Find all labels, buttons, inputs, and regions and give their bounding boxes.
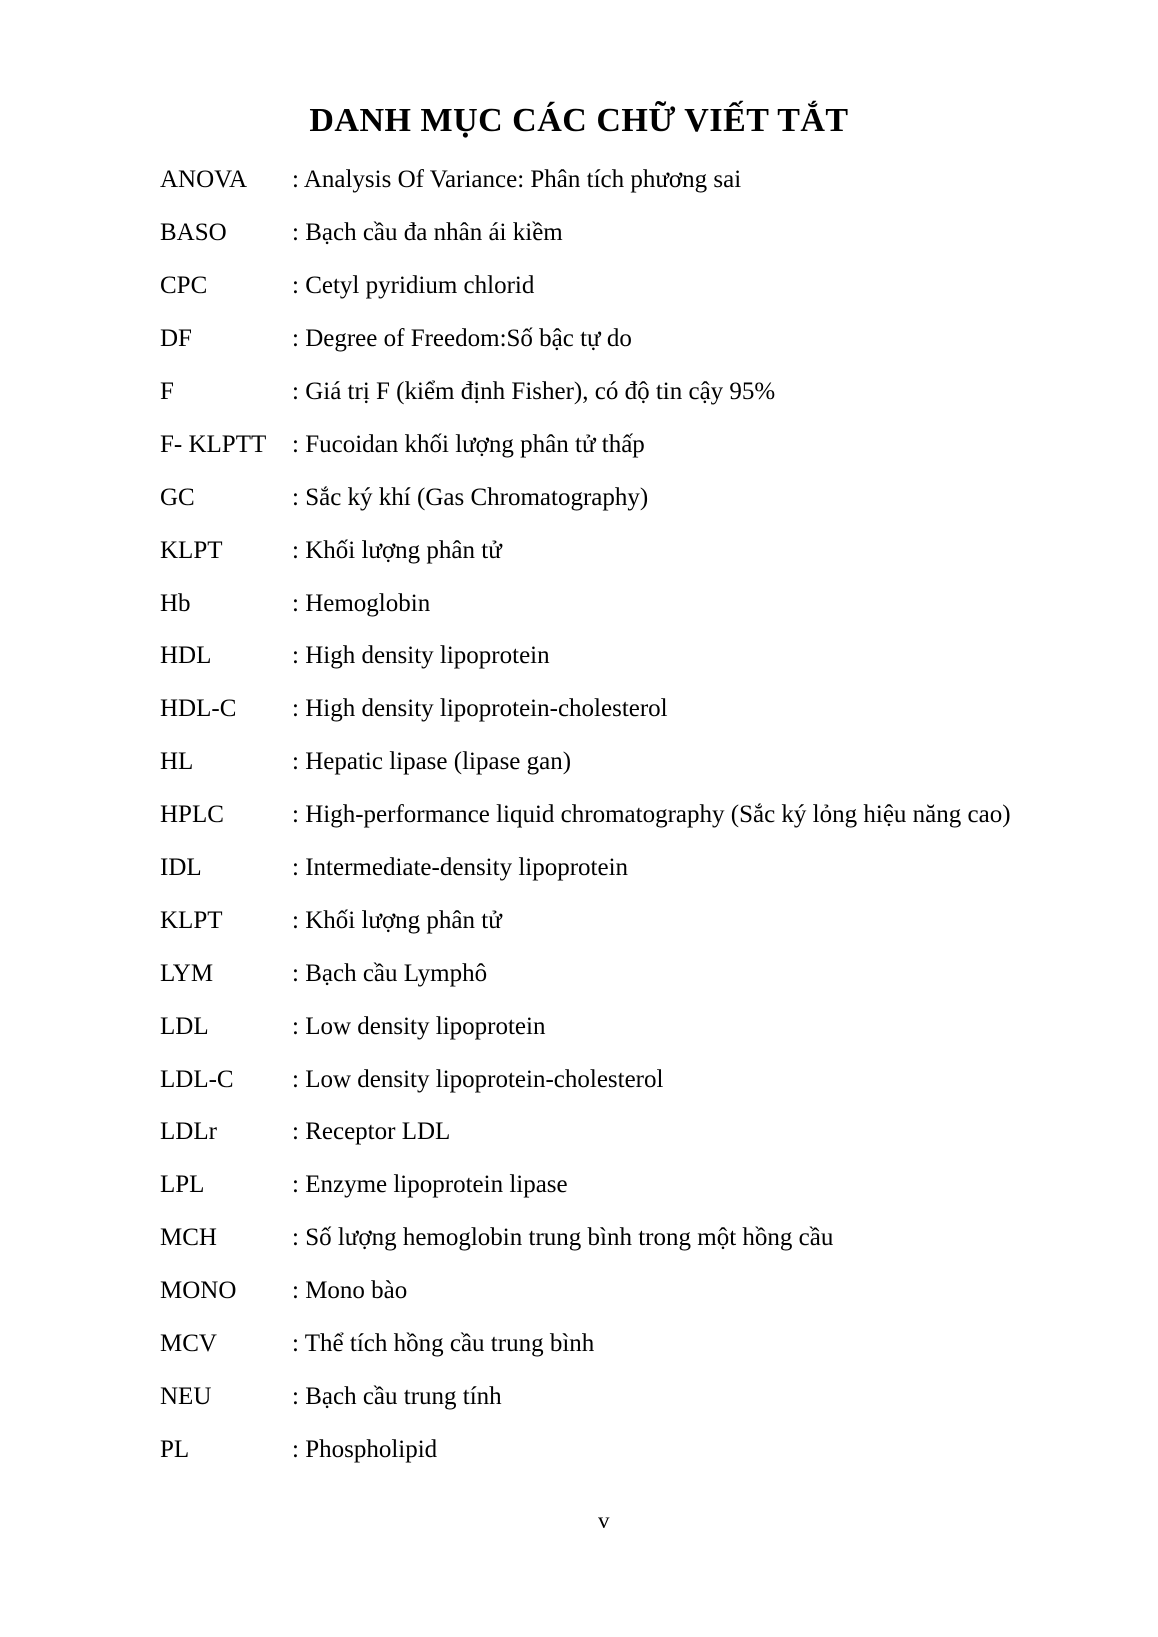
list-item — [160, 260, 1158, 313]
definition-cell — [292, 590, 430, 618]
abbreviation-list — [160, 154, 1158, 1476]
definition: High density lipoprotein — [305, 642, 550, 670]
colon-separator: : — [292, 1224, 306, 1252]
colon-separator: : — [292, 1382, 306, 1410]
definition: Bạch cầu trung tính — [305, 1382, 502, 1410]
definition: Enzyme lipoprotein lipase — [305, 1171, 568, 1199]
list-item — [160, 736, 1158, 789]
colon-separator: : — [292, 378, 306, 405]
definition: Intermediate-density lipoprotein — [305, 854, 629, 882]
definition: Cetyl pyridium chlorid — [305, 272, 535, 300]
colon-separator: : — [292, 801, 306, 829]
colon-separator: : — [292, 1435, 306, 1463]
definition-cell — [292, 1277, 407, 1305]
definition: Sắc ký khí (Gas Chromatography) — [305, 483, 649, 511]
definition-cell — [292, 537, 502, 565]
abbreviation: LDL — [160, 1012, 209, 1040]
definition: Thể tích hồng cầu trung bình — [304, 1330, 595, 1358]
colon-separator: : — [292, 1012, 306, 1040]
definition: Khối lượng phân tử — [305, 906, 502, 934]
colon-separator: : — [292, 430, 306, 458]
definition: Fucoidan khối lượng phân tử thấp — [305, 430, 645, 458]
definition-cell — [292, 1330, 594, 1358]
definition: Giá trị F (kiểm định Fisher), có độ tin cậy 95% — [305, 378, 776, 405]
definition-cell — [292, 1224, 833, 1252]
definition: Receptor LDL — [305, 1118, 451, 1146]
list-item — [160, 630, 1158, 683]
definition-cell — [292, 1118, 450, 1146]
colon-separator: : — [292, 219, 306, 247]
abbreviation: HDL-C — [160, 695, 237, 723]
definition-cell — [292, 272, 534, 300]
abbreviation: GC — [160, 483, 195, 511]
definition-cell — [292, 1383, 502, 1411]
colon-separator: : — [292, 748, 306, 776]
abbreviation: F — [160, 378, 174, 405]
abbreviation: CPC — [160, 272, 208, 300]
colon-separator: : — [292, 1171, 306, 1199]
list-item — [160, 789, 1158, 842]
colon-separator: : — [292, 1065, 306, 1093]
definition-cell — [292, 960, 487, 988]
list-item — [160, 1370, 1158, 1423]
abbreviation: LYM — [160, 959, 214, 987]
colon-separator: : — [292, 1118, 306, 1146]
colon-separator: : — [292, 854, 306, 882]
definition-cell — [292, 642, 550, 670]
definition: High-performance liquid chromatography (Sắc ký lỏng hiệu năng cao) — [305, 801, 1011, 829]
definition: Khối lượng phân tử — [305, 536, 502, 564]
definition-cell — [292, 801, 1011, 829]
abbreviation: Hb — [160, 589, 191, 617]
list-item — [160, 207, 1158, 260]
colon-separator: : — [292, 1330, 305, 1358]
definition: Hemoglobin — [305, 589, 431, 617]
definition-cell — [292, 325, 632, 353]
abbreviation: F- KLPTT — [160, 430, 267, 458]
list-item — [160, 418, 1158, 471]
definition: Số lượng hemoglobin trung bình trong một hồng cầu — [305, 1224, 834, 1252]
definition: Low density lipoprotein — [305, 1012, 546, 1040]
colon-separator: : — [292, 959, 306, 987]
abbreviation: LPL — [160, 1171, 205, 1199]
definition: Bạch cầu Lymphô — [305, 959, 488, 987]
list-item — [160, 894, 1158, 947]
abbreviation: MONO — [160, 1277, 237, 1305]
definition-cell — [292, 1171, 568, 1199]
list-item — [160, 366, 1158, 419]
definition: Hepatic lipase (lipase gan) — [305, 748, 572, 776]
abbreviation: MCV — [160, 1330, 217, 1358]
page-title: DANH MỤC CÁC CHỮ VIẾT TẮT — [309, 102, 849, 139]
colon-separator: : — [292, 272, 306, 300]
colon-separator: : — [292, 642, 306, 670]
list-item — [160, 1106, 1158, 1159]
abbreviation: KLPT — [160, 906, 223, 934]
list-item — [160, 1053, 1158, 1106]
definition: Analysis Of Variance: Phân tích phương sai — [303, 166, 742, 194]
abbreviation: HPLC — [160, 801, 224, 829]
colon-separator: : — [292, 906, 306, 934]
definition-cell — [292, 378, 775, 406]
page-number: v — [598, 1508, 610, 1533]
abbreviation: PL — [160, 1435, 190, 1463]
definition-cell — [292, 907, 502, 935]
list-item — [160, 154, 1158, 207]
colon-separator: : — [292, 695, 306, 723]
colon-separator: : — [292, 1277, 306, 1305]
list-item — [160, 842, 1158, 895]
abbreviation: HL — [160, 748, 194, 776]
definition: Bạch cầu đa nhân ái kiềm — [305, 219, 563, 247]
definition-cell — [292, 431, 645, 459]
definition: Degree of Freedom:Số bậc tự do — [305, 325, 632, 353]
colon-separator: : — [292, 325, 306, 353]
abbreviation: KLPT — [160, 536, 223, 564]
list-item — [160, 947, 1158, 1000]
list-item — [160, 524, 1158, 577]
list-item — [160, 1265, 1158, 1318]
abbreviation: LDLr — [160, 1118, 217, 1146]
definition: Low density lipoprotein-cholesterol — [305, 1065, 664, 1093]
definition: Phospholipid — [305, 1435, 438, 1463]
colon-separator: : — [292, 166, 304, 194]
colon-separator: : — [292, 536, 306, 564]
list-item — [160, 1423, 1158, 1476]
abbreviation: NEU — [160, 1382, 212, 1410]
abbreviation: MCH — [160, 1224, 217, 1252]
abbreviation: ANOVA — [160, 166, 248, 194]
list-item — [160, 683, 1158, 736]
abbreviation: IDL — [160, 854, 202, 882]
definition-cell — [292, 219, 563, 247]
list-item — [160, 1159, 1158, 1212]
list-item — [160, 471, 1158, 524]
definition: High density lipoprotein-cholesterol — [305, 695, 668, 723]
definition-cell — [292, 484, 648, 512]
definition-cell — [292, 166, 741, 194]
definition-cell — [292, 1013, 545, 1041]
definition-cell — [292, 748, 571, 776]
list-item — [160, 1318, 1158, 1371]
abbreviation: BASO — [160, 219, 227, 247]
definition-cell — [292, 854, 628, 882]
list-item — [160, 577, 1158, 630]
list-item — [160, 1212, 1158, 1265]
definition: Mono bào — [305, 1277, 408, 1305]
definition-cell — [292, 1436, 437, 1464]
abbreviation: LDL-C — [160, 1065, 234, 1093]
colon-separator: : — [292, 589, 306, 617]
abbreviation: HDL — [160, 642, 212, 670]
list-item — [160, 1000, 1158, 1053]
list-item — [160, 313, 1158, 366]
definition-cell — [292, 695, 668, 723]
abbreviation: DF — [160, 325, 192, 353]
definition-cell — [292, 1066, 663, 1094]
colon-separator: : — [292, 483, 306, 511]
